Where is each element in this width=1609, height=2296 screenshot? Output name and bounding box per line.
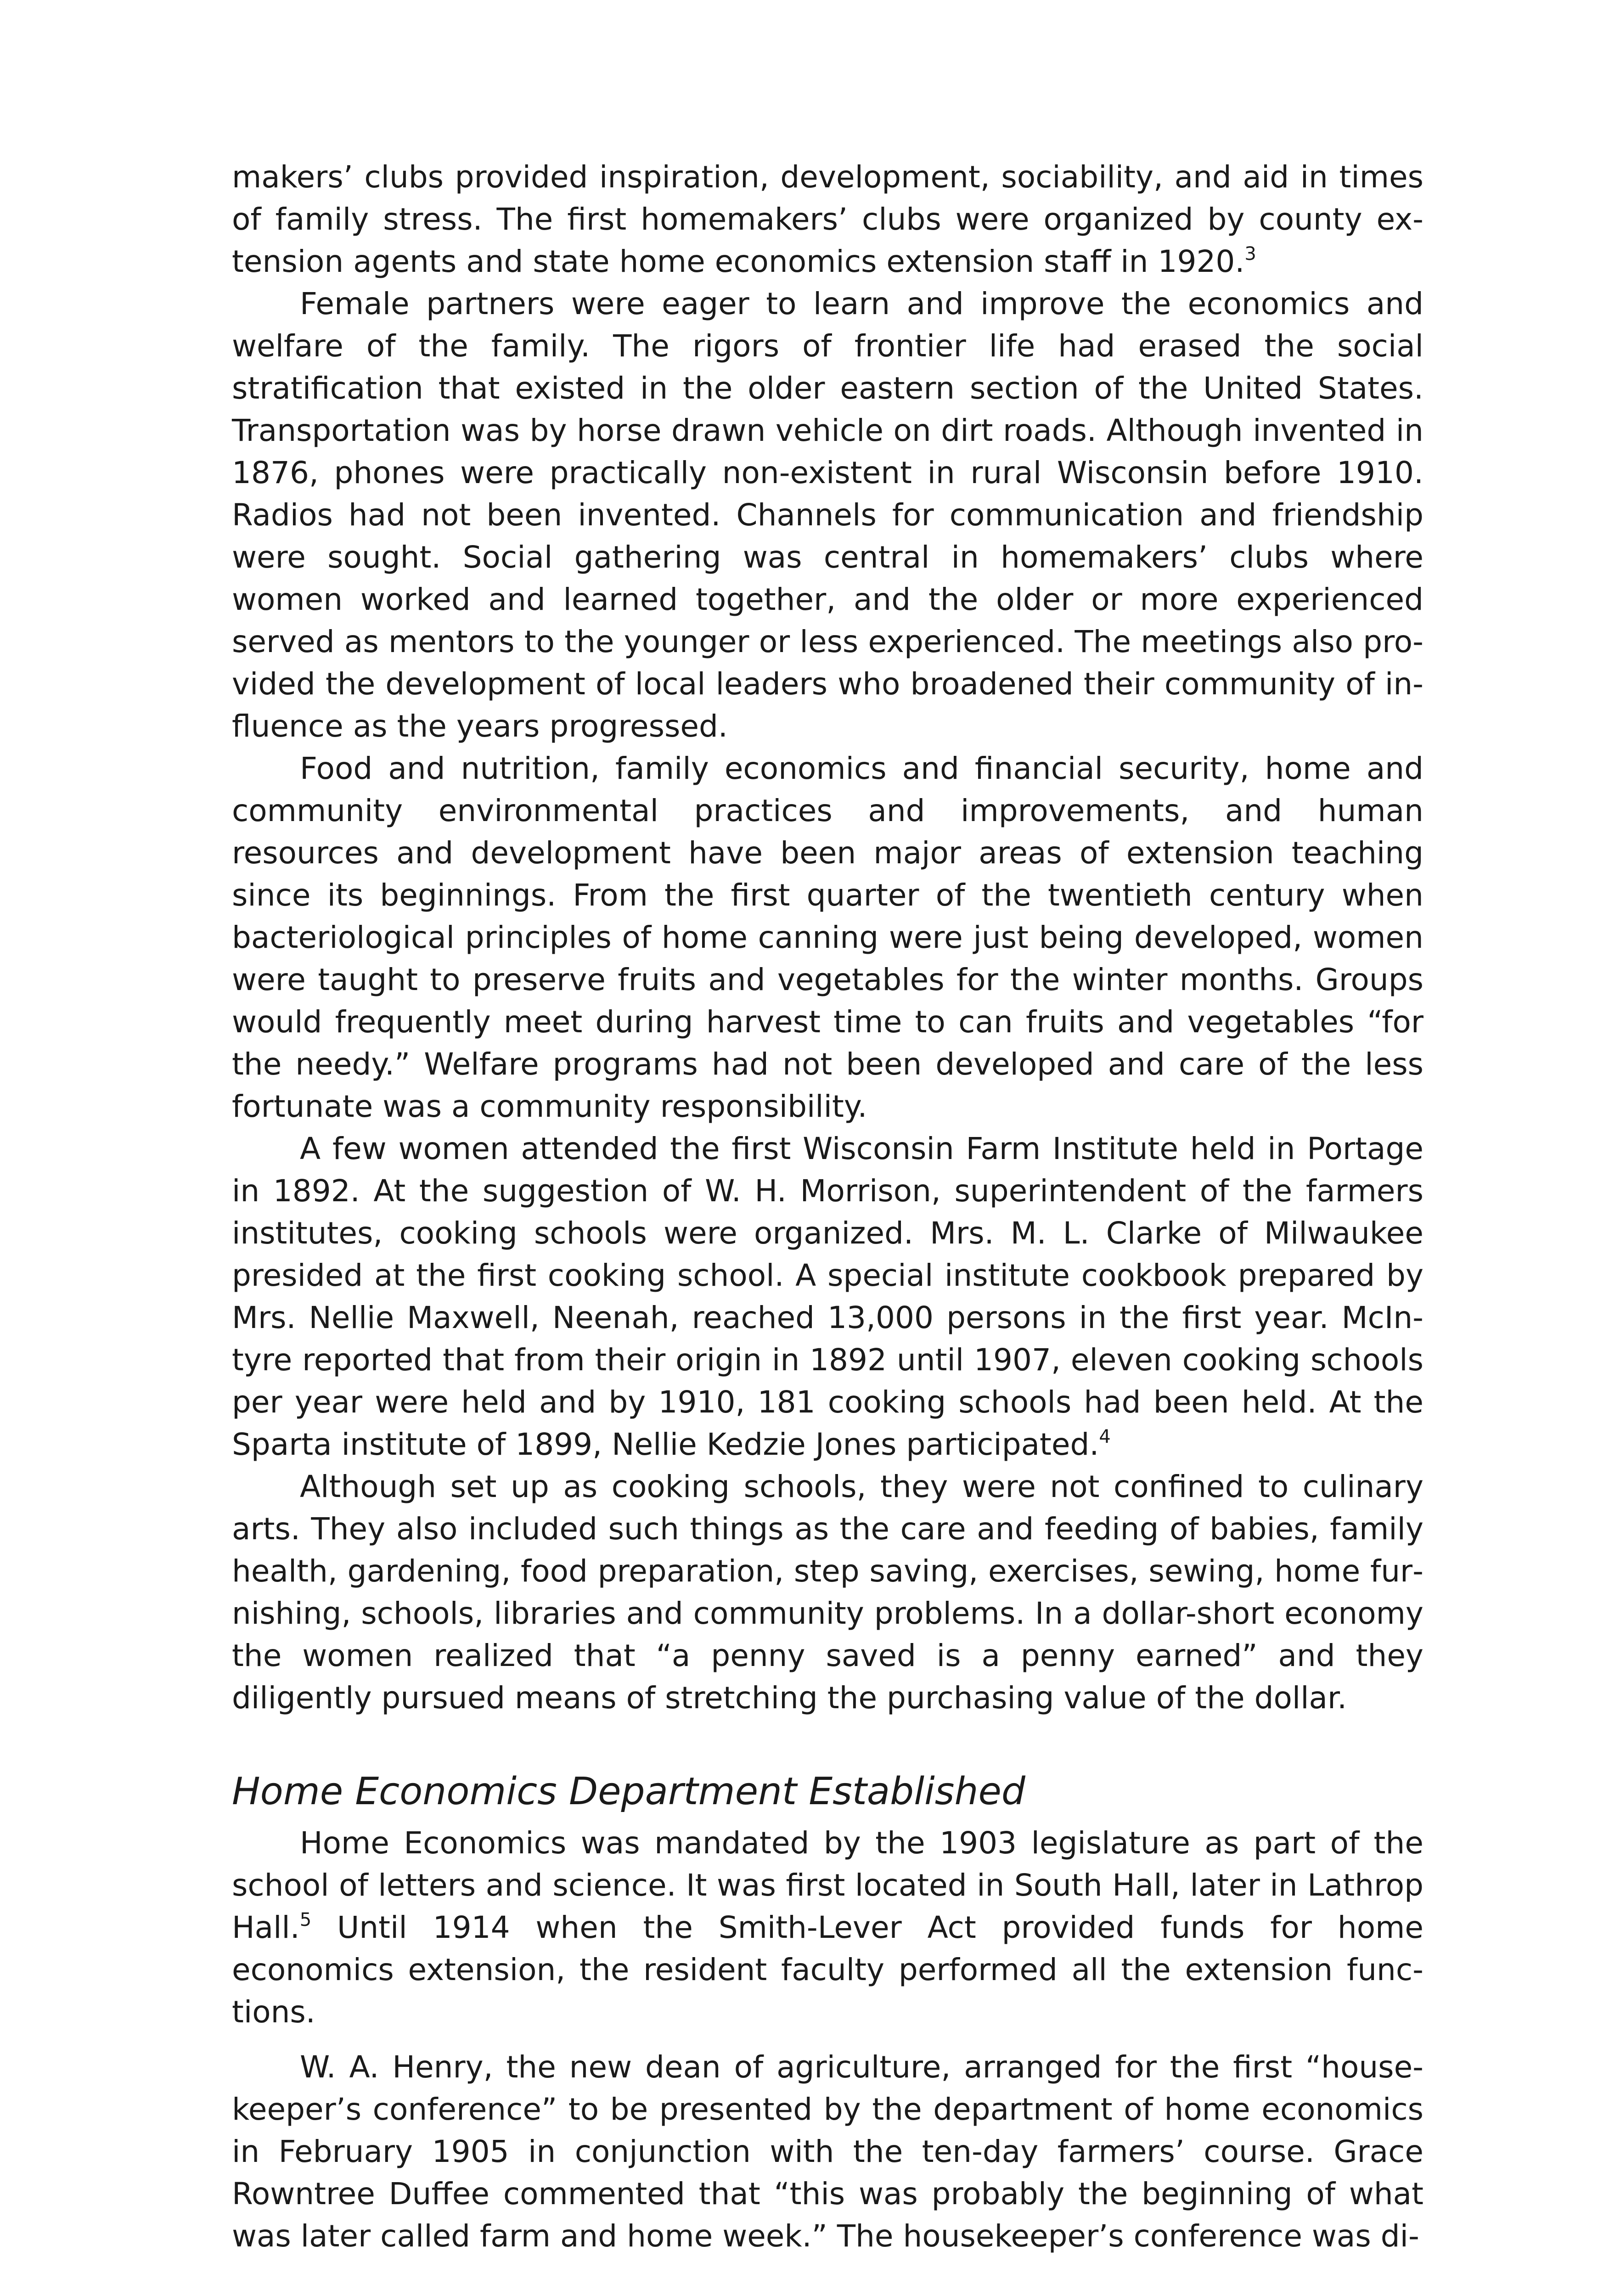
paragraph-food-nutrition: Food and nutrition, family economics and financial security, home and community environmental practices and improvements, and human resources and development have been major areas of extension teaching since its beginnings. From the first quarter of the twentieth century when bacteriological principles of home canning were just being developed, women were taught to preserve fruits and vegetables for the winter months. Groups would frequently meet during harvest time to can fruits and vegetables “for the needy.” Welfare programs had not been developed and care of the less fortunate was a community responsibility. <box>232 751 1423 1124</box>
paragraph-home-economics-mandate <box>232 1822 1423 2033</box>
paragraph-female-partners: Female partners were eager to learn and improve the economics and welfare of the family. The rigors of frontier life had erased the social stratification that existed in the older eastern section of the United States. Transportation was by horse drawn vehicle on dirt roads. Although invented in 1876, phones were practically non-existent in rural Wisconsin before 1910. Radios had not been invented. Channels for communication and friendship were sought. Social gathering was central in homemakers’ clubs where women worked and learned together, and the older or more experienced served as mentors to the younger or less experienced. The meetings also provided the development of local leaders who broadened their community of influence as the years progressed. <box>232 286 1423 744</box>
footnote-marker: 4 <box>1099 1426 1111 1447</box>
footnote-marker: 5 <box>299 1909 312 1930</box>
section-heading: Home Economics Department Established <box>232 1770 1025 1813</box>
paragraph-farm-institute <box>232 1128 1423 1466</box>
page-content <box>232 156 1423 2257</box>
paragraph-text: Home Economics was mandated by the 1903 legislature as part of the school of letters and science. It was first located in South Hall, later in Lathrop Hall. <box>232 1825 1423 1945</box>
paragraph-text: A few women attended the first Wisconsin Farm Institute held in Portage in 1892. At the suggestion of W. H. Morrison, superintendent of the farmers institutes, cooking schools were organized. Mrs. M. L. Clarke of Milwaukee presided at the first cooking school. A special institute cookbook prepared by Mrs. Nellie Maxwell, Neenah, reached 13,000 persons in the first year. McIntyre reported that from their origin in 1892 until 1907, eleven cooking schools per year were held and by 1910, 181 cooking schools had been held. At the Sparta institute of 1899, Nellie Kedzie Jones participated. <box>232 1131 1423 1462</box>
paragraph-cooking-schools: Although set up as cooking schools, they were not confined to culinary arts. They also included such things as the care and feeding of babies, family health, gardening, food preparation, step saving, exercises, sewing, home furnishing, schools, libraries and community problems. In a dollar-short economy the women realized that “a penny saved is a penny earned” and they diligently pursued means of stretching the purchasing value of the dollar. <box>232 1469 1423 1716</box>
footnote-marker: 3 <box>1244 243 1256 264</box>
paragraph-housekeepers-conference: W. A. Henry, the new dean of agriculture, arranged for the first “housekeeper’s conference” to be presented by the department of home economics in February 1905 in conjunction with the ten-day farmers’ course. Grace Rowntree Duffee commented that “this was probably the beginning of what was later called farm and home week.” The housekeeper’s conference was di- <box>232 2049 1423 2254</box>
paragraph-text: Until 1914 when the Smith-Lever Act provided funds for home economics extension, the resident faculty performed all the extension functions. <box>232 1910 1423 2030</box>
paragraph-text: makers’ clubs provided inspiration, development, sociability, and aid in times of family stress. The first homemakers’ clubs were organized by county extension agents and state home economics extension staff in 1920. <box>232 159 1423 279</box>
paragraph-homemakers-clubs <box>232 156 1423 283</box>
